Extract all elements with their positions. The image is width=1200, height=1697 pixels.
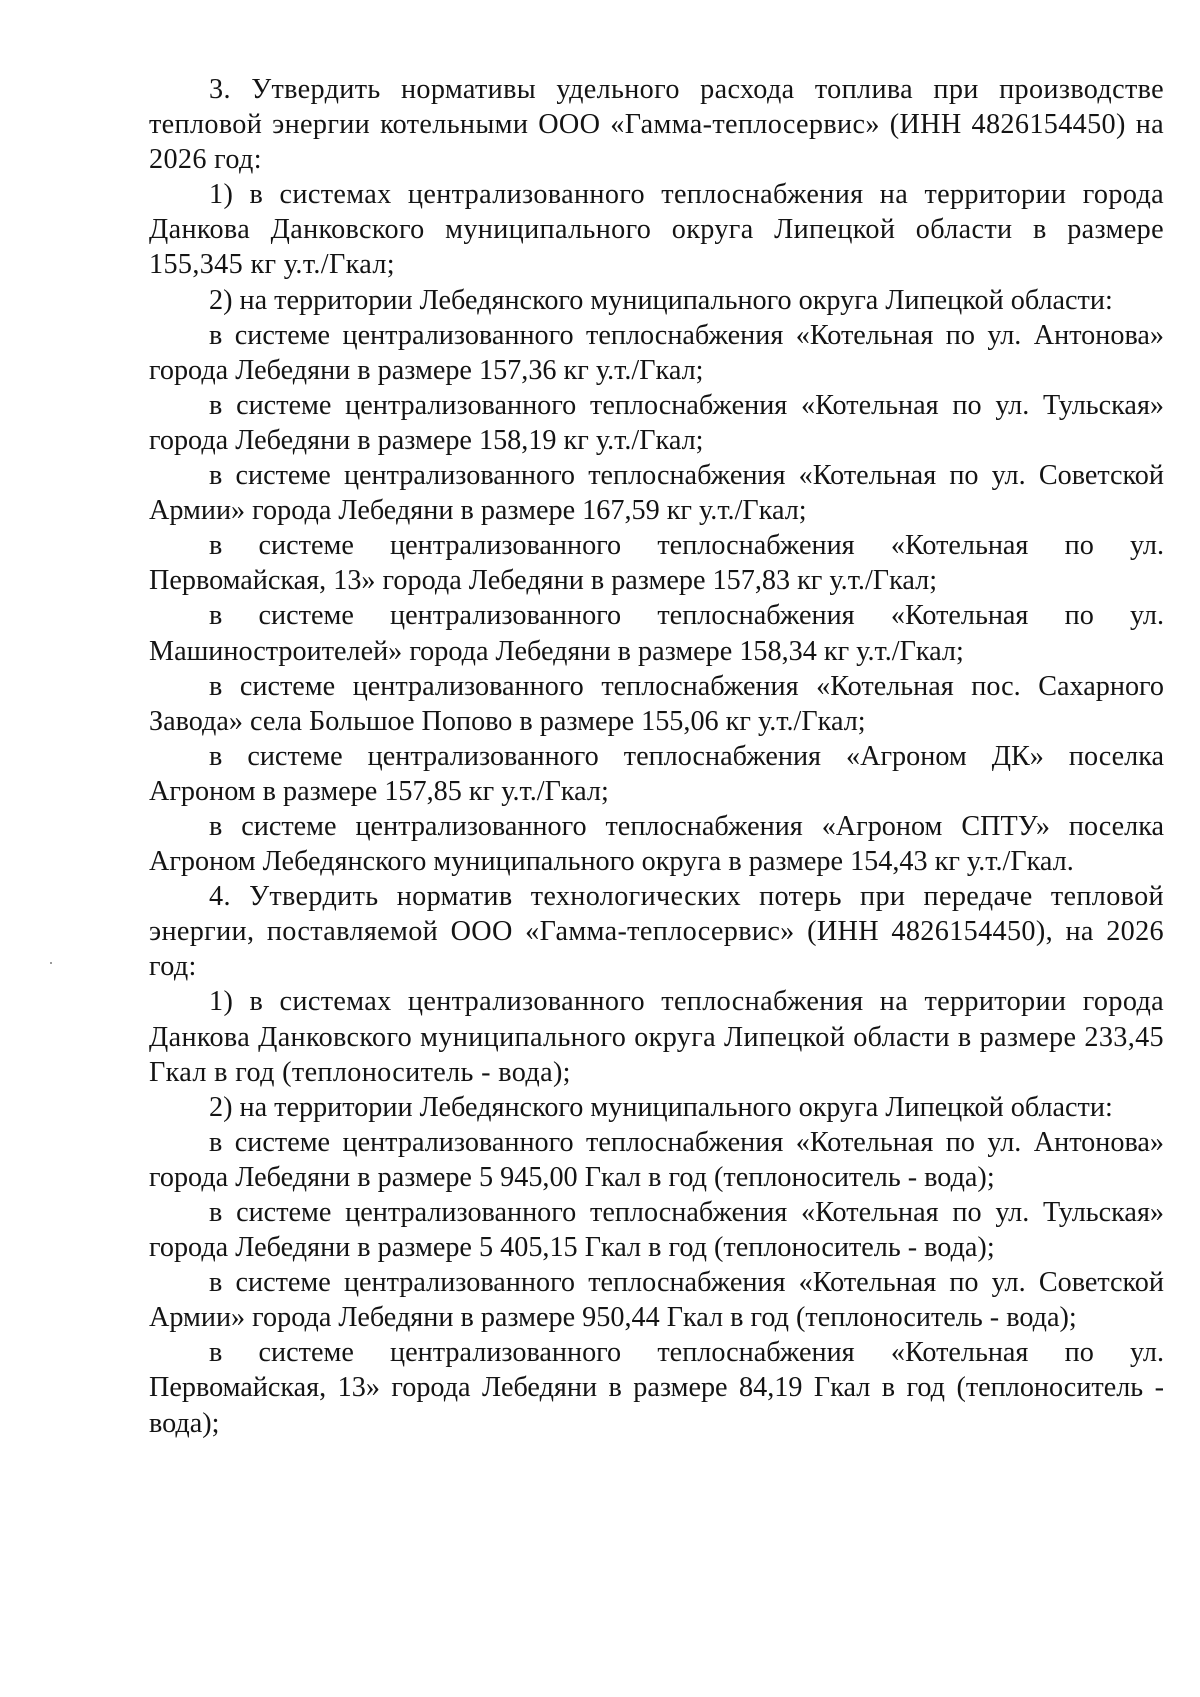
paragraph-item-4-1-dankov: 1) в системах централизованного теплоснабжения на территории города Данкова Данковского муниципального округа Липецкой области в размере 233,45 Гкал в год (теплоноситель - вода); [149, 986, 1164, 1088]
paragraph-3-pervomayskaya: в системе централизованного теплоснабжения «Котельная по ул. Первомайская, 13» города Лебедяни в размере 157,83 кг у.т./Гкал; [149, 530, 1164, 597]
paragraph-4-antonova: в системе централизованного теплоснабжения «Котельная по ул. Антонова» города Лебедяни в размере 5 945,00 Гкал в год (теплоноситель - вода); [149, 1126, 1164, 1193]
paragraph-item-4-heading: 4. Утвердить норматив технологических потерь при передаче тепловой энергии, поставляемой ООО «Гамма-теплосервис» (ИНН 4826154450), на 2026 год: [149, 881, 1164, 983]
margin-dot [50, 962, 52, 964]
paragraph-item-3-2-lebedyan: 2) на территории Лебедянского муниципального округа Липецкой области: [209, 284, 1113, 316]
paragraph-3-mashinostroiteley: в системе централизованного теплоснабжения «Котельная по ул. Машиностроителей» города Лебедяни в размере 158,34 кг у.т./Гкал; [149, 600, 1164, 667]
paragraph-3-tulskaya: в системе централизованного теплоснабжения «Котельная по ул. Тульская» города Лебедяни в размере 158,19 кг у.т./Гкал; [149, 389, 1164, 456]
paragraph-3-agronom-dk: в системе централизованного теплоснабжения «Агроном ДК» поселка Агроном в размере 157,85 кг у.т./Гкал; [149, 740, 1164, 807]
paragraph-3-sakharnogo-zavoda: в системе централизованного теплоснабжения «Котельная пос. Сахарного Завода» села Большое Попово в размере 155,06 кг у.т./Гкал; [149, 670, 1164, 737]
paragraph-3-agronom-sptu: в системе централизованного теплоснабжения «Агроном СПТУ» поселка Агроном Лебедянского муниципального округа в размере 154,43 кг у.т./Гкал. [149, 810, 1164, 878]
paragraph-4-sovetskoy-armii: в системе централизованного теплоснабжения «Котельная по ул. Советской Армии» города Лебедяни в размере 950,44 Гкал в год (теплоноситель - вода); [149, 1267, 1164, 1334]
paragraph-item-3-1-danków: 1) в системах централизованного теплоснабжения на территории города Данкова Данковского муниципального округа Липецкой области в размере 155,345 кг у.т./Гкал; [149, 179, 1164, 281]
paragraph-3-sovetskoy-armii: в системе централизованного теплоснабжения «Котельная по ул. Советской Армии» города Лебедяни в размере 167,59 кг у.т./Гкал; [149, 460, 1164, 527]
paragraph-item-4-2-lebedyan: 2) на территории Лебедянского муниципального округа Липецкой области: [209, 1091, 1113, 1123]
paragraph-item-3-heading: 3. Утвердить нормативы удельного расхода топлива при производстве тепловой энергии котельными ООО «Гамма-теплосервис» (ИНН 4826154450) на 2026 год: [149, 74, 1164, 176]
paragraph-4-tulskaya: в системе централизованного теплоснабжения «Котельная по ул. Тульская» города Лебедяни в размере 5 405,15 Гкал в год (теплоноситель - вода); [149, 1197, 1164, 1264]
paragraph-4-pervomayskaya: в системе централизованного теплоснабжения «Котельная по ул. Первомайская, 13» города Лебедяни в размере 84,19 Гкал в год (теплоноситель - вода); [149, 1337, 1164, 1439]
paragraph-3-antonova: в системе централизованного теплоснабжения «Котельная по ул. Антонова» города Лебедяни в размере 157,36 кг у.т./Гкал; [149, 319, 1164, 386]
document-page [149, 72, 1164, 1441]
